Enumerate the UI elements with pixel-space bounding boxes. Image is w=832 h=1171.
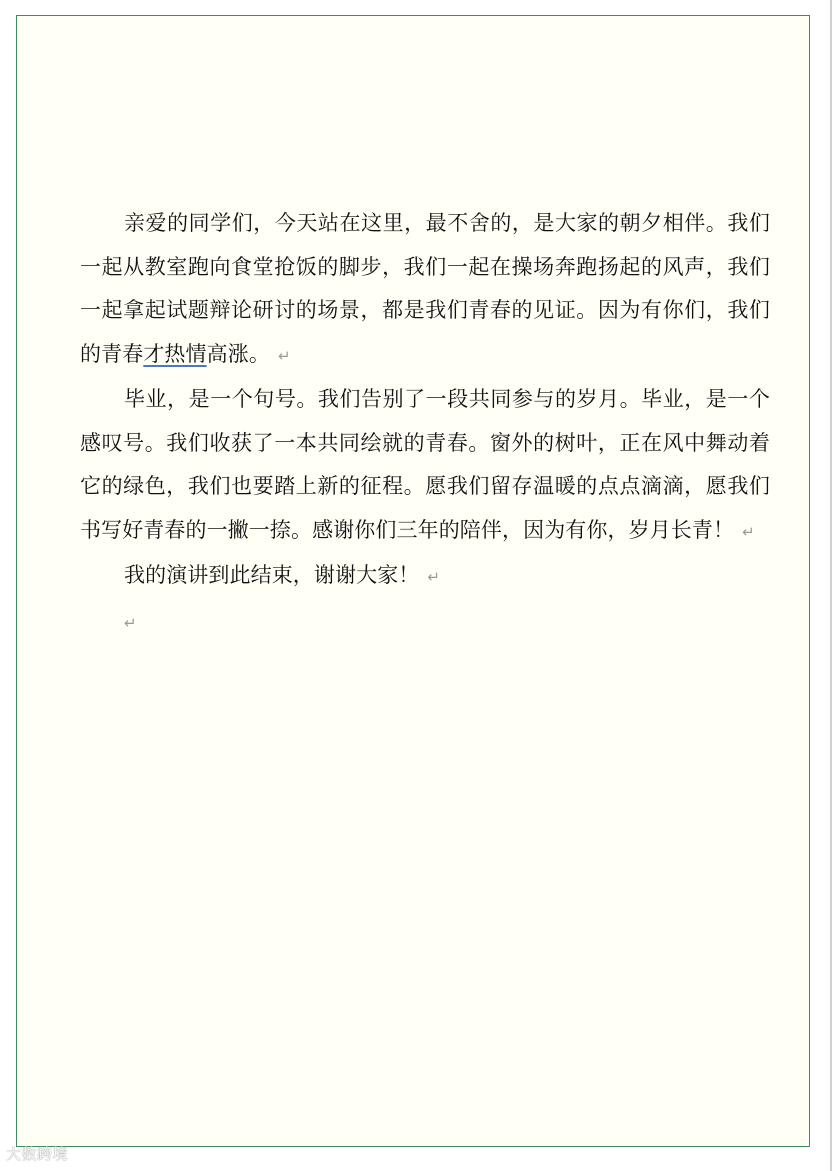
- paragraph-1-text-a: 亲爱的同学们，今天站在这里，最不舍的，是大家的朝夕相伴。我们一起从教室跑向食堂抢饭的脚步，我们一起在操场奔跑扬起的风声，我们一起拿起试题辩论研讨的场景，都是我们青春的见证。因为有你们，我们的青春: [80, 211, 770, 366]
- paragraph-2[interactable]: [80, 378, 770, 554]
- paragraph-3-text: 我的演讲到此结束，谢谢大家！: [124, 563, 420, 587]
- paragraph-mark-icon: ↵: [742, 522, 755, 541]
- watermark-text: 大数跨境: [6, 1145, 69, 1163]
- paragraph-mark-icon: ↵: [124, 613, 137, 632]
- paragraph-mark-icon: ↵: [277, 346, 291, 365]
- document-page: [16, 15, 810, 1147]
- watermark-logo: [6, 1143, 68, 1164]
- empty-paragraph[interactable]: [80, 600, 770, 644]
- paragraph-1-text-b: 高涨。: [206, 341, 270, 366]
- document-body[interactable]: [80, 202, 770, 643]
- paragraph-1-underlined-text: 才热情: [143, 341, 207, 366]
- paragraph-mark-icon: ↵: [427, 568, 441, 586]
- paragraph-1[interactable]: [80, 202, 770, 378]
- paragraph-2-text: 毕业，是一个句号。我们告别了一段共同参与的岁月。毕业，是一个感叹号。我们收获了一本共同绘就的青春。窗外的树叶，正在风中舞动着它的绿色，我们也要踏上新的征程。愿我们留存温暖的点点滴滴，愿我们书写好青春的一撇一捺。感谢你们三年的陪伴，因为有你，岁月长青！: [80, 387, 770, 542]
- paragraph-3[interactable]: [80, 554, 770, 600]
